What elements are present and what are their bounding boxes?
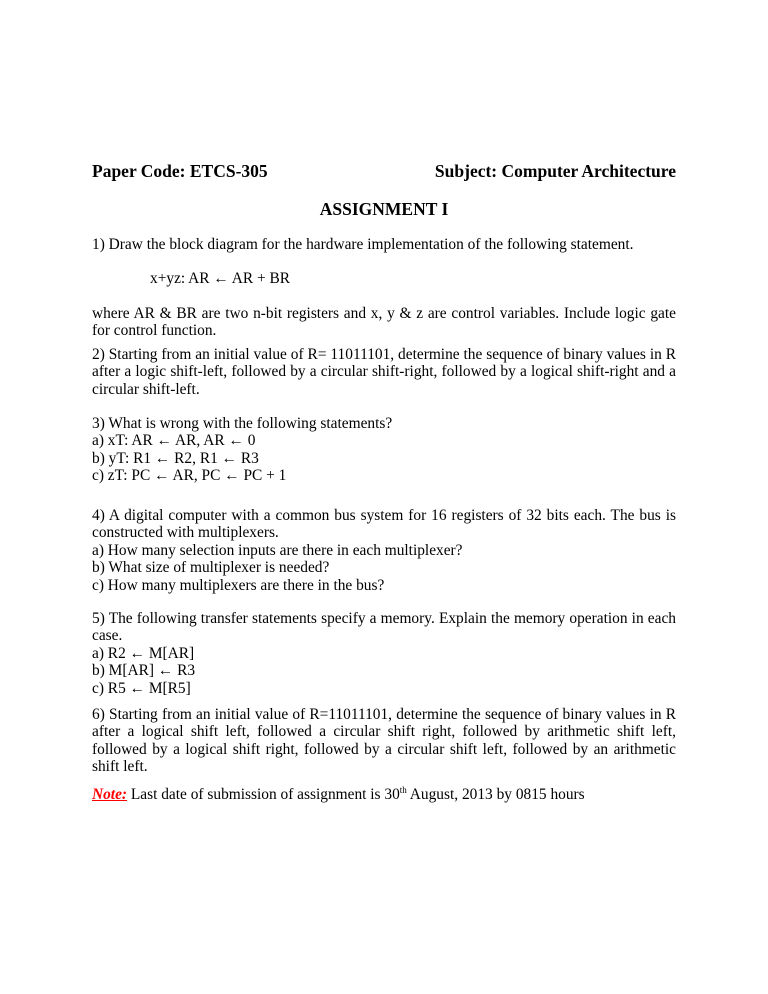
question-1-statement: x+yz: AR ← AR + BR <box>150 270 291 288</box>
question-3-item-b: b) yT: R1 ← R2, R1 ← R3 <box>92 449 259 467</box>
question-4-text: 4) A digital computer with a common bus system for 16 registers of 32 bits each. The bus is constructed with multiplexers. <box>92 507 676 542</box>
question-1-followup: where AR & BR are two n-bit registers and x, y & z are control variables. Include logic gate for control function. <box>92 304 676 340</box>
submission-note <box>92 786 676 803</box>
subject: Subject: Computer Architecture <box>434 161 676 181</box>
question-3-text: 3) What is wrong with the following statements? <box>92 415 393 432</box>
question-4 <box>92 507 676 594</box>
question-2 <box>92 346 676 398</box>
page-title: ASSIGNMENT I <box>319 199 449 219</box>
note-label: Note: <box>92 786 128 803</box>
note-text-after: August, 2013 by 0815 hours <box>406 786 585 803</box>
question-2-text: 2) Starting from an initial value of R= 11011101, determine the sequence of binary values in R after a logic shift-left, followed by a circular shift-right, followed by a logical shift-right and a circular shift-left. <box>92 346 676 398</box>
header-row <box>92 160 676 182</box>
question-4-item-b: b) What size of multiplexer is needed? <box>92 559 330 577</box>
note-text-before: Last date of submission of assignment is 30 <box>127 786 400 803</box>
paper-code: Paper Code: ETCS-305 <box>92 161 268 181</box>
question-5-item-b: b) M[AR] ← R3 <box>92 662 196 680</box>
question-3 <box>92 415 676 485</box>
question-5-item-c: c) R5 ← M[R5] <box>92 679 191 697</box>
question-4-item-a: a) How many selection inputs are there in each multiplexer? <box>92 541 463 559</box>
question-5 <box>92 610 676 697</box>
question-1-text: 1) Draw the block diagram for the hardware implementation of the following statement. <box>92 236 634 253</box>
question-3-item-c: c) zT: PC ← AR, PC ← PC + 1 <box>92 467 287 485</box>
question-4-item-c: c) How many multiplexers are there in the bus? <box>92 576 385 594</box>
question-5-text: 5) The following transfer statements specify a memory. Explain the memory operation in each case. <box>92 610 676 645</box>
question-6 <box>92 706 676 776</box>
question-6-text: 6) Starting from an initial value of R=11011101, determine the sequence of binary values in R after a logical shift left, followed a circular shift right, followed by arithmetic shift left, followed by a logical shift right, followed by a circular shift left, followed by an arithmetic shift left. <box>92 706 676 776</box>
question-1 <box>92 236 676 340</box>
question-3-item-a: a) xT: AR ← AR, AR ← 0 <box>92 432 256 450</box>
question-5-item-a: a) R2 ← M[AR] <box>92 644 195 662</box>
note-ordinal-suffix: th <box>399 785 407 795</box>
